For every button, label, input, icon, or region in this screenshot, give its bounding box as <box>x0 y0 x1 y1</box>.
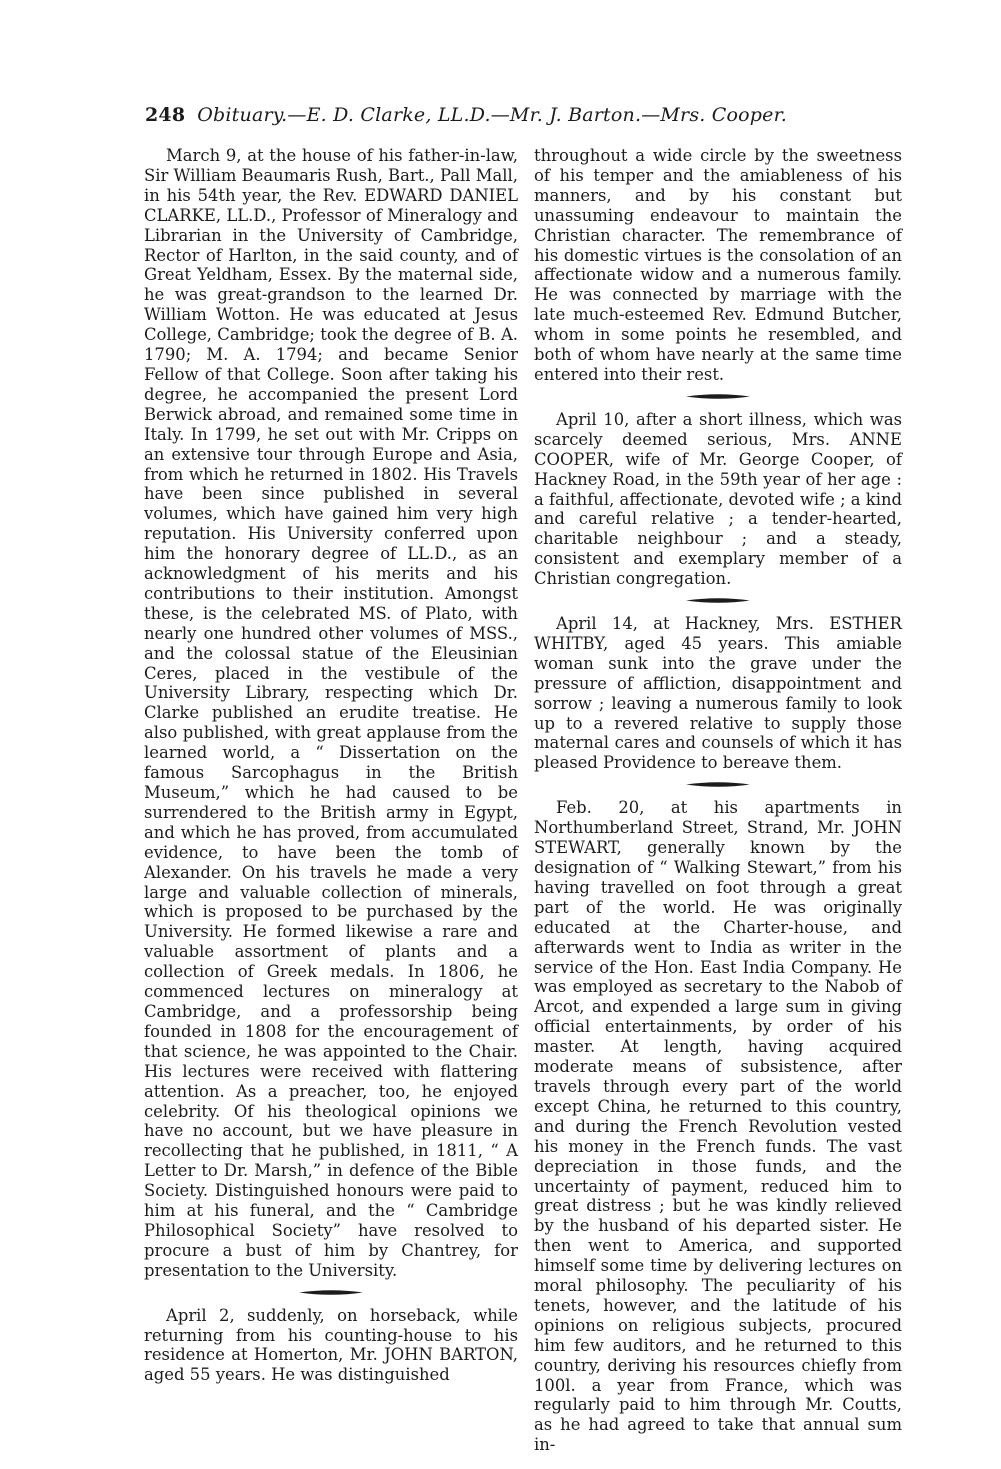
section-divider <box>686 393 750 400</box>
obituary-barton-end: throughout a wide circle by the sweetness of his temper and the amiableness of his manners, and by his constant but unassuming endeavour to maintain the Christian character. The remembrance of his domestic virtues is the consolation of an affectionate widow and a numerous family. He was connected by marriage with the late much-esteemed Rev. Edmund Butcher, whom in some points he resembled, and both of whom have nearly at the same time entered into their rest. <box>534 146 902 384</box>
obituary-clarke: March 9, at the house of his father-in-law, Sir William Beaumaris Rush, Bart., Pall Mall, in his 54th year, the Rev. EDWARD DANIEL CLARKE, LL.D., Professor of Mineralogy and Librarian in the University of Cambridge, Rector of Harlton, in the said county, and of Great Yeldham, Essex. By the maternal side, he was great-grandson to the learned Dr. William Wotton. He was educated at Jesus College, Cambridge; took the degree of B. A. 1790; M. A. 1794; and became Senior Fellow of that College. Soon after taking his degree, he accompanied the present Lord Berwick abroad, and remained some time in Italy. In 1799, he set out with Mr. Cripps on an extensive tour through Europe and Asia, from which he returned in 1802. His Travels have been since published in several volumes, which have gained him very high reputation. His University conferred upon him the honorary degree of LL.D., as an acknowledgment of his merits and his contributions to their institution. Amongst these, is the celebrated MS. of Plato, with nearly one hundred other volumes of MSS., and the colossal statue of the Eleusinian Ceres, placed in the vestibule of the University Library, respecting which Dr. Clarke published an erudite treatise. He also published, with great applause from the learned world, a “ Dissertation on the famous Sarcophagus in the British Museum,” which he had caused to be surrendered to the British army in Egypt, and which he has proved, from accumulated evidence, to have been the tomb of Alexander. On his travels he made a very large and valuable collection of minerals, which is proposed to be purchased by the University. He formed likewise a rare and valuable assortment of plants and a collection of Greek medals. In 1806, he commenced lectures on mineralogy at Cambridge, and a professorship being founded in 1808 for the encouragement of that science, he was appointed to the Chair. His lectures were received with flattering attention. As a preacher, too, he enjoyed celebrity. Of his theological opinions we have no account, but we have pleasure in recollecting that he published, in 1811, “ A Letter to Dr. Marsh,” in defence of the Bible Society. Distinguished honours were paid to him at his funeral, and the “ Cambridge Philosophical Society” have resolved to procure a bust of him by Chantrey, for presentation to the University. <box>144 146 518 1280</box>
left-column <box>144 146 518 1385</box>
obituary-barton-start: April 2, suddenly, on horseback, while returning from his counting-house to his residence at Homerton, Mr. JOHN BARTON, aged 55 years. He was distinguished <box>144 1305 518 1385</box>
right-column <box>534 146 902 1455</box>
obituary-cooper: April 10, after a short illness, which was scarcely deemed serious, Mrs. ANNE COOPER, wife of Mr. George Cooper, of Hackney Road, in the 59th year of her age : a faithful, affectionate, devoted wife ; a kind and careful relative ; a tender-hearted, charitable neighbour ; and a steady, consistent and exemplary member of a Christian congregation. <box>534 409 903 589</box>
running-head <box>145 104 905 126</box>
obituary-whitby: April 14, at Hackney, Mrs. ESTHER WHITBY, aged 45 years. This amiable woman sunk into the grave under the pressure of affliction, disappointment and sorrow ; leaving a numerous family to look up to a revered relative to supply those maternal cares and counsels of which it has pleased Providence to bereave them. <box>534 614 902 773</box>
section-divider <box>686 597 750 604</box>
divider-rule-icon <box>299 1289 363 1296</box>
section-divider <box>686 781 750 788</box>
divider-rule-icon <box>686 597 750 604</box>
obituary-stewart: Feb. 20, at his apartments in Northumberland Street, Strand, Mr. JOHN STEWART, generally known by the designation of “ Walking Stewart,” from his having travelled on foot through a great part of the world. He was originally educated at the Charter-house, and afterwards went to India as writer in the service of the Hon. East India Company. He was employed as secretary to the Nabob of Arcot, and expended a large sum in giving official entertainments, by order of his master. At length, having acquired moderate means of subsistence, after travels through every part of the world except China, he returned to this country, and during the French Revolution vested his money in the French funds. The vast depreciation in those funds, and the uncertainty of payment, reduced him to great distress ; but he was kindly relieved by the husband of his departed sister. He then went to America, and supported himself some time by delivering lectures on moral philosophy. The peculiarity of his tenets, however, and the latitude of his opinions on religious subjects, procured him few auditors, and he returned to this country, deriving his resources chiefly from 100l. a year from France, which was regularly paid to him through Mr. Coutts, as he had agreed to take that annual sum in- <box>534 798 902 1455</box>
page-title: Obituary.—E. D. Clarke, LL.D.—Mr. J. Barton.—Mrs. Cooper. <box>197 104 788 126</box>
section-divider <box>299 1289 363 1296</box>
page-number: 248 <box>145 104 186 126</box>
divider-rule-icon <box>686 393 750 400</box>
divider-rule-icon <box>686 781 750 788</box>
